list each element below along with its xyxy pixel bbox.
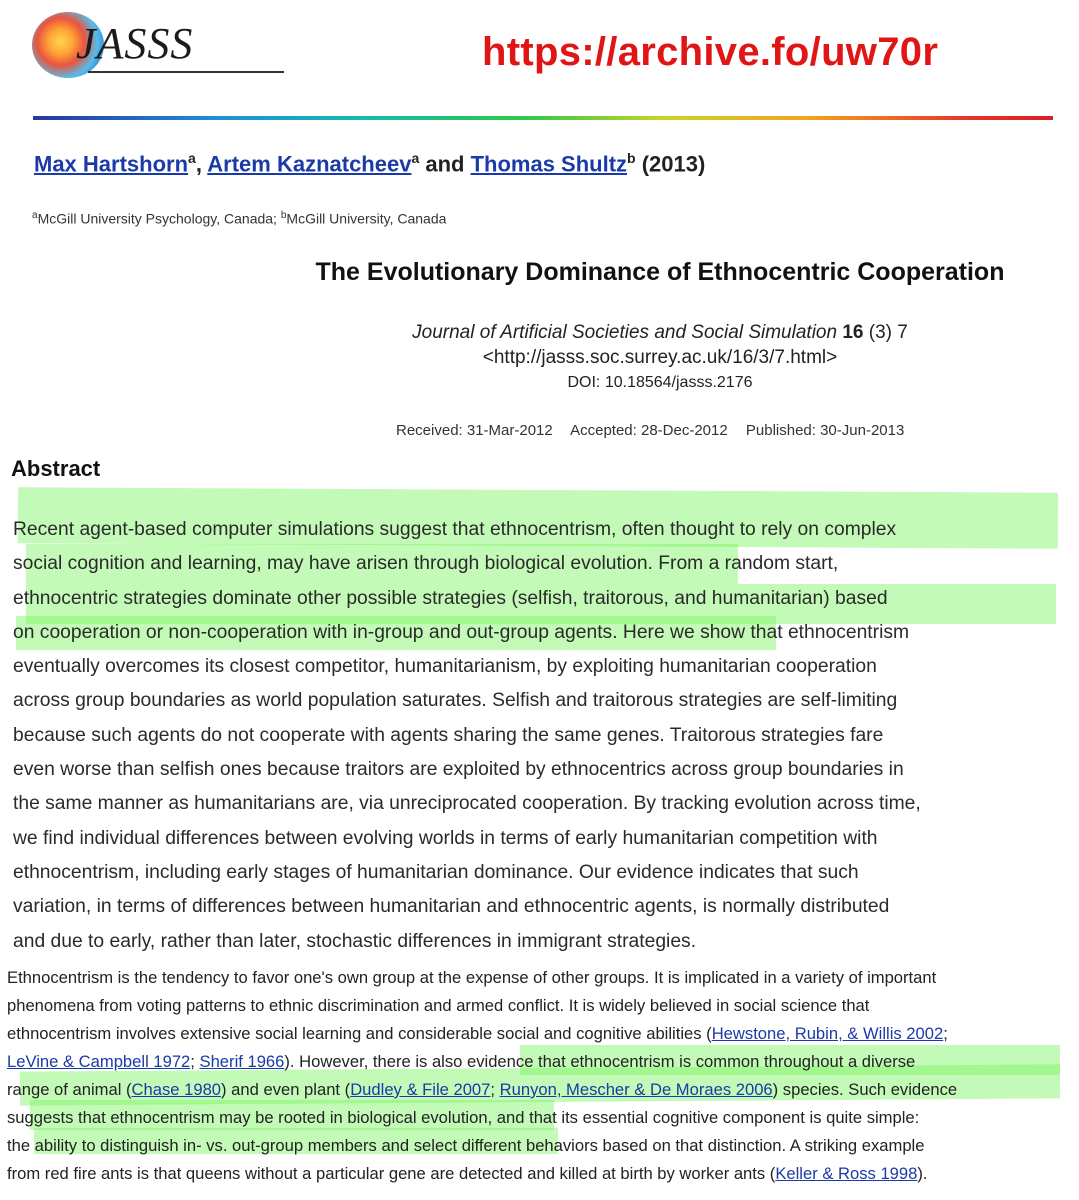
- paper-title: The Evolutionary Dominance of Ethnocentric Cooperation: [315, 258, 1005, 286]
- citation-link[interactable]: Sherif 1966: [199, 1052, 285, 1071]
- logo-underline: [88, 71, 284, 73]
- abstract-line: and due to early, rather than later, stochastic differences in immigrant strategies.: [13, 930, 697, 952]
- abstract-line: because such agents do not cooperate with agents sharing the same genes. Traitorous strategies fare: [13, 724, 884, 746]
- body-text: ;: [943, 1024, 948, 1043]
- citation-link[interactable]: LeVine & Campbell 1972: [7, 1052, 191, 1071]
- body-text: ;: [190, 1052, 200, 1071]
- affiliations: [32, 210, 446, 227]
- body-paragraph: [7, 964, 1071, 1188]
- journal-name: Journal of Artificial Societies and Social Simulation: [412, 322, 838, 343]
- body-text: ;: [490, 1080, 500, 1099]
- body-line: [7, 1160, 1071, 1188]
- publication-year: (2013): [635, 151, 706, 177]
- abstract-line: ethnocentrism, including early stages of humanitarian dominance. Our evidence indicates that such: [13, 861, 859, 883]
- author-separator: ,: [195, 151, 208, 177]
- abstract-line: variation, in terms of differences between humanitarian and ethnocentric agents, is normally distributed: [13, 896, 890, 918]
- author-link[interactable]: Artem Kaznatcheev: [207, 151, 412, 177]
- citation-link[interactable]: Keller & Ross 1998: [775, 1164, 918, 1183]
- author-link[interactable]: Thomas Shultz: [470, 151, 628, 177]
- logo-text: JASSS: [76, 19, 194, 68]
- published-date: Published: 30-Jun-2013: [745, 422, 905, 439]
- body-text: ) species. Such evidence: [772, 1080, 958, 1099]
- body-text: from red fire ants is that queens without a particular gene are detected and killed at birth by worker ants (: [7, 1164, 776, 1183]
- body-line: [7, 1076, 1071, 1104]
- body-text: ethnocentrism involves extensive social learning and considerable social and cognitive abilities (: [7, 1024, 712, 1043]
- citation-link[interactable]: Dudley & File 2007: [350, 1080, 491, 1099]
- abstract-line: on cooperation or non-cooperation with in-group and out-group agents. Here we show that ethnocentrism: [13, 621, 910, 643]
- author-sup: a: [188, 150, 196, 166]
- abstract-line: social cognition and learning, may have arisen through biological evolution. From a random start,: [13, 553, 839, 575]
- journal-issue: (3) 7: [863, 322, 908, 343]
- received-date: Received: 31-Mar-2012: [396, 422, 553, 439]
- body-text: range of animal (: [7, 1080, 132, 1099]
- affil-sup: a: [32, 210, 38, 221]
- body-line: [7, 1048, 1071, 1076]
- body-line: phenomena from voting patterns to ethnic discrimination and armed conflict. It is widely believed in social science that: [7, 996, 870, 1015]
- author-sup: a: [411, 150, 420, 166]
- body-line: suggests that ethnocentrism may be rooted in biological evolution, and that its essential cognitive component is quite simple:: [7, 1108, 920, 1127]
- affil-text: McGill University Psychology, Canada;: [37, 210, 281, 227]
- abstract-line: we find individual differences between evolving worlds in terms of early humanitarian competition with: [13, 827, 878, 849]
- rainbow-divider: [33, 116, 1053, 120]
- archive-url: https://archive.fo/uw70r: [482, 30, 939, 74]
- citation-link[interactable]: Hewstone, Rubin, & Willis 2002: [711, 1024, 944, 1043]
- author-sup: b: [627, 150, 636, 166]
- body-line: [7, 1020, 1071, 1048]
- body-text: ) and even plant (: [221, 1080, 351, 1099]
- abstract-line: ethnocentric strategies dominate other possible strategies (selfish, traitorous, and humanitarian) based: [13, 587, 888, 609]
- abstract-line: even worse than selfish ones because traitors are exploited by ethnocentrics across group boundaries in: [13, 759, 904, 781]
- doi: DOI: 10.18564/jasss.2176: [567, 374, 753, 391]
- abstract-line: the same manner as humanitarians are, via unreciprocated cooperation. By tracking evolution across time,: [13, 793, 921, 815]
- author-link[interactable]: Max Hartshorn: [34, 151, 189, 177]
- affil-text: McGill University, Canada: [286, 210, 447, 227]
- body-line: the ability to distinguish in- vs. out-group members and select different behaviors based on that distinction. A striking example: [7, 1136, 925, 1155]
- body-text: ).: [917, 1164, 928, 1183]
- citation-link[interactable]: Runyon, Mescher & De Moraes 2006: [499, 1080, 773, 1099]
- abstract-line: across group boundaries as world population saturates. Selfish and traitorous strategies are self-limiting: [13, 690, 898, 712]
- citation-link[interactable]: Chase 1980: [131, 1080, 222, 1099]
- abstract-heading: Abstract: [11, 456, 101, 481]
- journal-reference: [0, 320, 1079, 395]
- abstract-line: Recent agent-based computer simulations suggest that ethnocentrism, often thought to rely on complex: [13, 519, 897, 540]
- author-list: [34, 150, 705, 177]
- jasss-logo[interactable]: [32, 8, 256, 78]
- journal-volume: 16: [842, 322, 864, 343]
- abstract-line: eventually overcomes its closest competitor, humanitarianism, by exploiting humanitarian cooperation: [13, 656, 877, 678]
- accepted-date: Accepted: 28-Dec-2012: [570, 422, 728, 439]
- publication-dates: [396, 422, 918, 439]
- body-text: ). However, there is also evidence that ethnocentrism is common throughout a diverse: [284, 1052, 916, 1071]
- abstract-text: [13, 513, 1077, 959]
- journal-url[interactable]: <http://jasss.soc.surrey.ac.uk/16/3/7.html>: [482, 347, 838, 368]
- body-line: Ethnocentrism is the tendency to favor one's own group at the expense of other groups. It is implicated in a variety of important: [7, 968, 937, 987]
- affil-sup: b: [280, 210, 287, 221]
- author-separator: and: [419, 151, 471, 177]
